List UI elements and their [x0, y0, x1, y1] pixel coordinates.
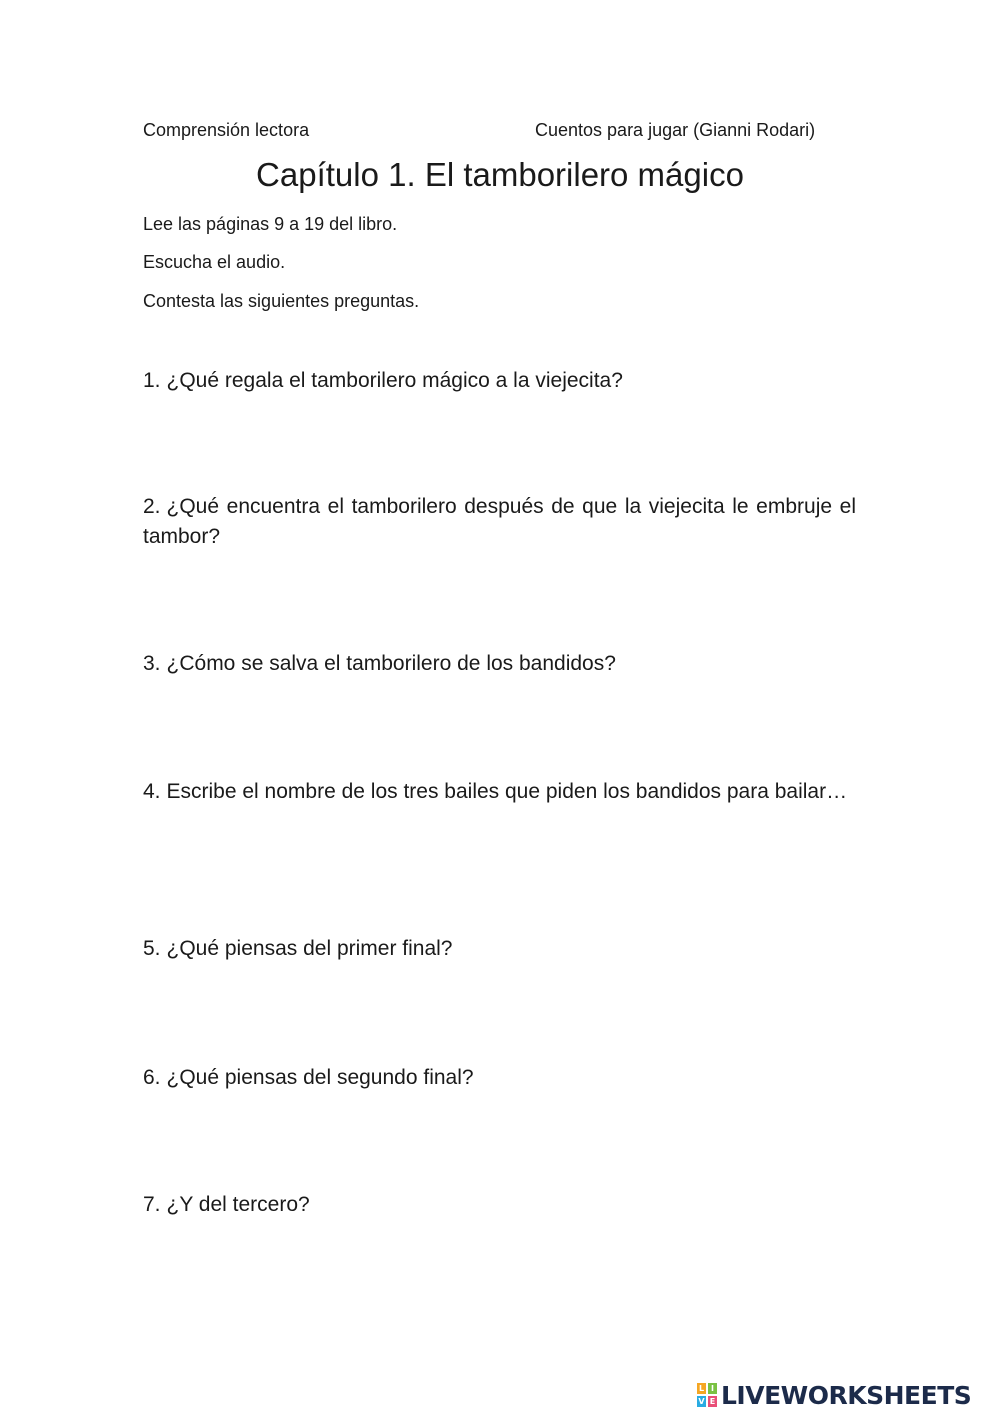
question-5 [143, 934, 856, 964]
question-number: 7. [143, 1193, 161, 1216]
question-2 [143, 492, 856, 552]
badge-letter: I [708, 1383, 717, 1394]
page-title: Capítulo 1. El tamborilero mágico [256, 156, 744, 193]
logo-wordmark: LIVEWORKSHEETS [721, 1380, 972, 1410]
logo-badge-icon [697, 1383, 717, 1407]
question-text: ¿Qué encuentra el tamborilero después de que la viejecita le embruje el tambor? [143, 495, 856, 548]
question-number: 5. [143, 937, 161, 960]
liveworksheets-logo [697, 1378, 971, 1412]
question-6 [143, 1063, 856, 1093]
instruction-listen: Escucha el audio. [143, 252, 286, 272]
question-text: ¿Qué piensas del segundo final? [166, 1066, 474, 1089]
badge-letter: E [709, 1397, 716, 1406]
question-number: 4. [143, 780, 161, 803]
question-3 [143, 649, 856, 679]
question-number: 6. [143, 1066, 161, 1089]
question-text: Escribe el nombre de los tres bailes que piden los bandidos para bailar… [166, 780, 848, 803]
question-text: ¿Cómo se salva el tamborilero de los bandidos? [166, 652, 616, 675]
badge-letter: V [698, 1397, 705, 1406]
header-left-label: Comprensión lectora [143, 120, 310, 140]
question-text: ¿Qué regala el tamborilero mágico a la viejecita? [166, 369, 623, 392]
instruction-answer: Contesta las siguientes preguntas. [143, 291, 420, 311]
question-1 [143, 366, 856, 396]
question-text: ¿Qué piensas del primer final? [166, 937, 453, 960]
question-4 [143, 777, 848, 807]
header-right-label: Cuentos para jugar (Gianni Rodari) [535, 120, 816, 140]
question-number: 3. [143, 652, 161, 675]
question-text: ¿Y del tercero? [166, 1193, 310, 1216]
question-number: 2. [143, 495, 161, 518]
question-7 [143, 1190, 856, 1220]
question-number: 1. [143, 369, 161, 392]
instruction-read: Lee las páginas 9 a 19 del libro. [143, 214, 398, 234]
badge-letter: L [698, 1384, 705, 1393]
